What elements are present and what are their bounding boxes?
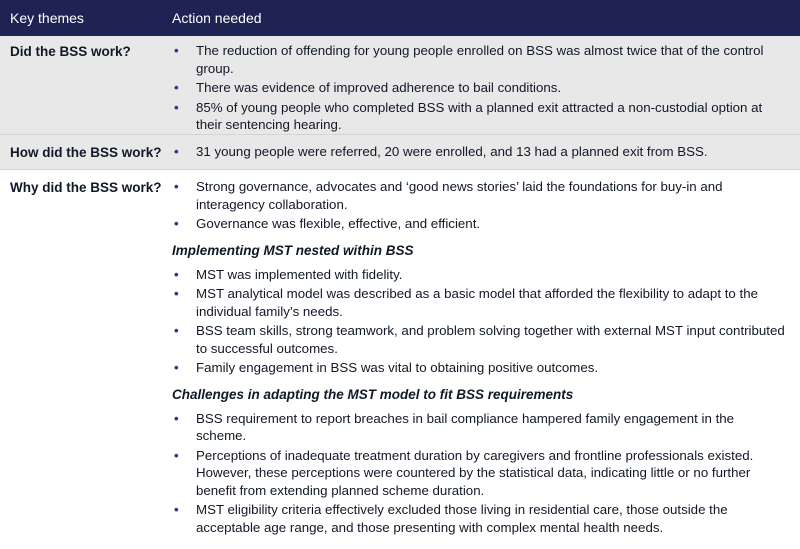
bullet-list [172,42,788,134]
action-cell [172,143,800,161]
list-item: • BSS team skills, strong teamwork, and problem solving together with external MST input contributed to successful outcomes. [174,323,785,356]
list-item: • The reduction of offending for young people enrolled on BSS was almost twice that of the control group. [174,43,764,76]
list-item: • 85% of young people who completed BSS with a planned exit attracted a non-custodial option at their sentencing hearing. [174,99,763,132]
list-item: • BSS requirement to report breaches in bail compliance hampered family engagement in the scheme. [174,410,735,443]
section-heading: Challenges in adapting the MST model to fit BSS requirements [172,386,574,402]
list-item: • MST eligibility criteria effectively excluded those living in residential care, those outside the acceptable age range, and those presenting with complex mental health needs. [174,502,728,535]
bullet-icon: • [174,410,179,426]
list-item: • Strong governance, advocates and ‘good news stories’ laid the foundations for buy-in and interagency collaboration. [174,179,723,212]
list-item: • MST analytical model was described as a basic model that afforded the flexibility to adapt to the individual family’s needs. [174,286,758,319]
bullet-list [172,410,788,537]
list-item: • Perceptions of inadequate treatment duration by caregivers and frontline professionals existed. However, these perceptions were countered by the statistical data, indicating little or no further benefit from extending planned scheme duration. [174,447,754,498]
bullet-list [172,143,788,161]
bullet-icon: • [174,266,179,282]
bullet-icon: • [174,179,179,194]
table-row [0,134,800,170]
list-item: • There was evidence of improved adherence to bail conditions. [174,80,562,95]
action-cell [172,178,800,538]
bullet-icon: • [174,144,179,160]
theme-label: Did the BSS work? [10,44,131,59]
bullet-icon: • [174,286,179,301]
bullet-icon: • [174,447,179,463]
table-row [0,170,800,538]
bullet-icon: • [174,323,179,338]
list-item: • MST was implemented with fidelity. [174,266,403,282]
bullet-icon: • [174,216,179,231]
list-item: • Family engagement in BSS was vital to obtaining positive outcomes. [174,360,599,375]
theme-label: How did the BSS work? [10,144,162,160]
table-row [0,36,800,134]
bullet-icon: • [174,99,179,115]
bullet-list [172,178,788,233]
table-header [0,0,800,36]
action-cell [172,42,800,134]
bullet-icon: • [174,80,179,95]
list-item: • 31 young people were referred, 20 were enrolled, and 13 had a planned exit from BSS. [174,144,708,160]
theme-label: Why did the BSS work? [10,180,162,195]
section-heading: Implementing MST nested within BSS [172,242,414,258]
bullet-icon: • [174,360,179,375]
bullet-icon: • [174,43,179,58]
bullet-icon: • [174,502,179,517]
header-key-themes: Key themes [10,10,84,26]
list-item: • Governance was flexible, effective, and efficient. [174,216,481,231]
header-action-needed: Action needed [172,10,262,26]
bullet-list [172,266,788,377]
